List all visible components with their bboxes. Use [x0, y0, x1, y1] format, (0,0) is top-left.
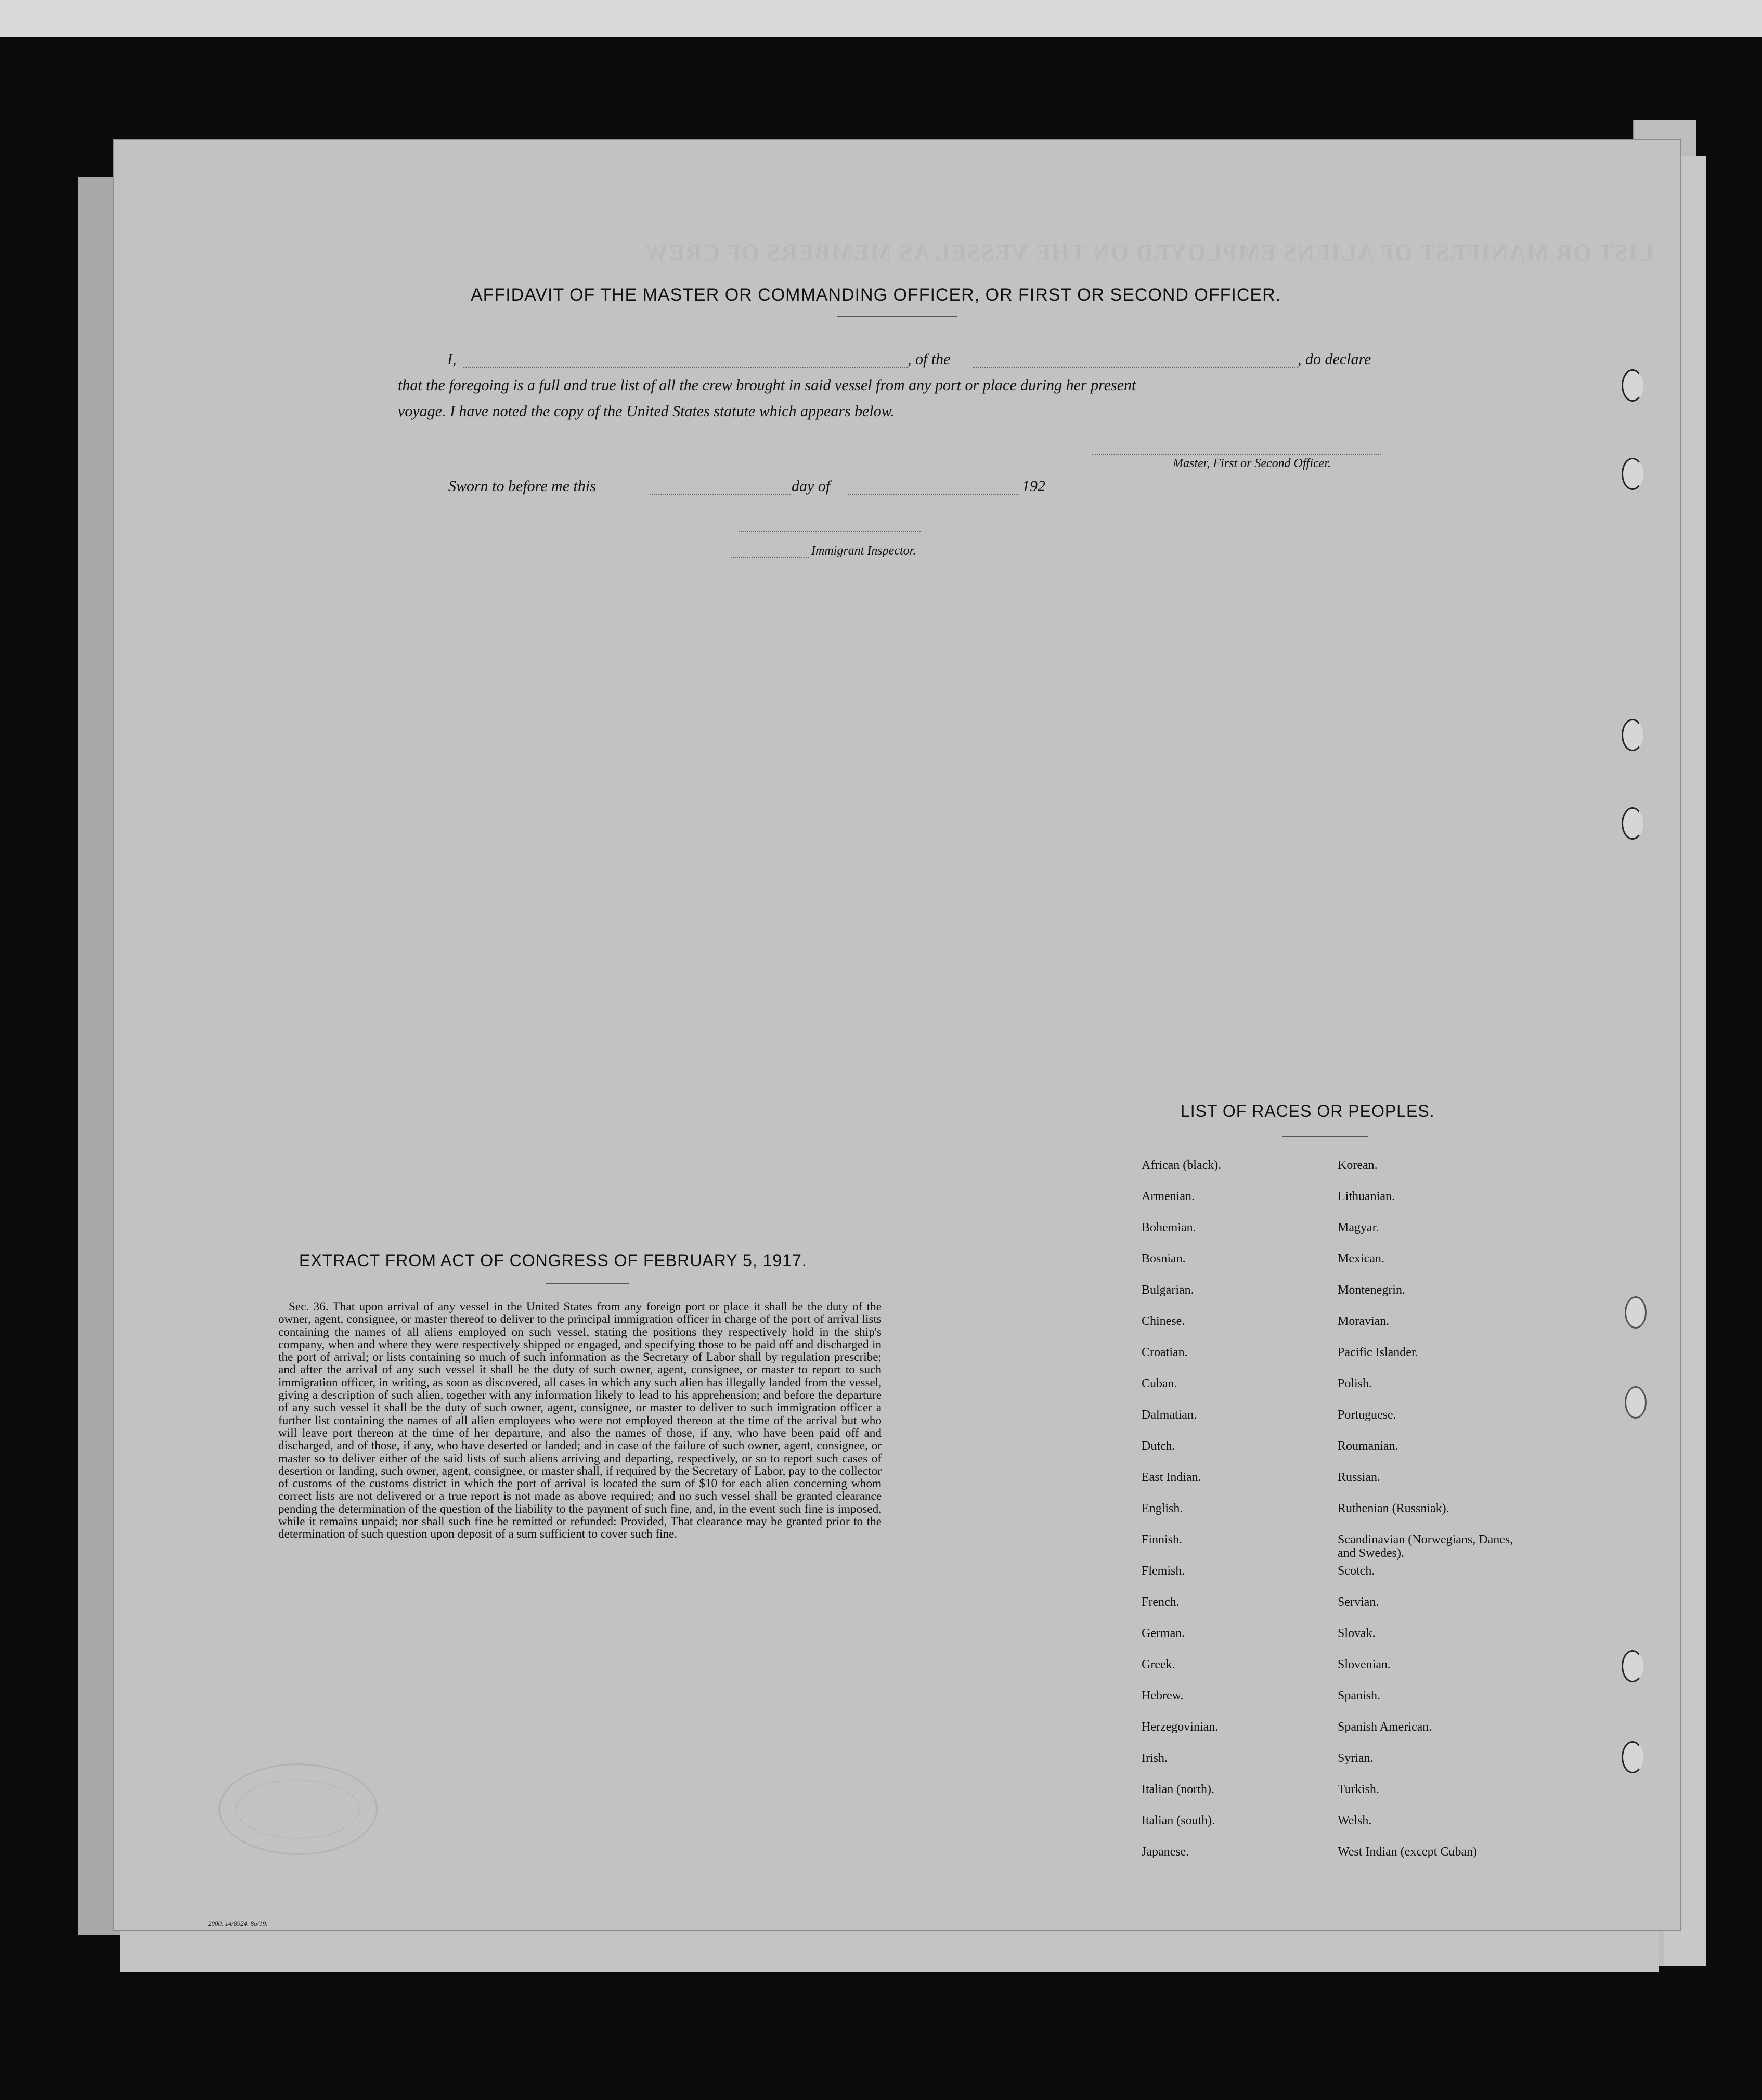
race-item: Slovak.	[1338, 1627, 1376, 1640]
race-item: Italian (south).	[1142, 1814, 1215, 1827]
race-item: English.	[1142, 1502, 1183, 1515]
races-column-right	[1338, 1158, 1520, 1876]
inspector-prefix-line	[731, 557, 809, 558]
bleed-through-header: LIST OR MANIFEST OF ALIENS EMPLOYED ON THE VESSEL AS MEMBERS OF CREW	[644, 240, 1654, 265]
day-of-label: day of	[792, 478, 831, 495]
race-item: West Indian (except Cuban)	[1338, 1845, 1477, 1859]
officer-signature-label: Master, First or Second Officer.	[1173, 457, 1331, 470]
race-item: Croatian.	[1142, 1346, 1188, 1359]
affidavit-line-1: that the foregoing is a full and true list of all the crew brought in said vessel from any port or place during her present	[398, 377, 1136, 394]
inspector-label: Immigrant Inspector.	[811, 544, 916, 558]
sworn-label: Sworn to before me this	[448, 478, 596, 495]
race-item: Chinese.	[1142, 1315, 1185, 1328]
race-item: Polish.	[1338, 1377, 1372, 1390]
race-item: Finnish.	[1142, 1533, 1183, 1547]
affidavit-title: AFFIDAVIT OF THE MASTER OR COMMANDING OFFICER, OR FIRST OR SECOND OFFICER.	[471, 285, 1281, 305]
sworn-day-line	[650, 494, 791, 495]
races-list-title: LIST OF RACES OR PEOPLES.	[1181, 1102, 1435, 1120]
title-underline	[837, 316, 957, 317]
races-title-underline	[1282, 1136, 1368, 1137]
race-item: Spanish.	[1338, 1689, 1381, 1703]
races-column-left	[1142, 1158, 1221, 1876]
extract-title-underline	[546, 1283, 629, 1284]
race-item: Russian.	[1338, 1471, 1381, 1484]
binder-hole-2	[1622, 458, 1643, 490]
race-item: Flemish.	[1142, 1564, 1185, 1578]
binder-hole-7	[1622, 1650, 1643, 1682]
faded-stamp	[218, 1763, 378, 1855]
vessel-name-line	[973, 367, 1298, 368]
race-item: Bulgarian.	[1142, 1283, 1194, 1297]
race-item: Ruthenian (Russniak).	[1338, 1502, 1449, 1515]
race-item: Lithuanian.	[1338, 1190, 1395, 1203]
race-item: Scandinavian (Norwegians, Danes, and Swedes).	[1338, 1533, 1513, 1560]
race-item: Servian.	[1338, 1595, 1379, 1609]
race-item: Slovenian.	[1338, 1658, 1391, 1671]
binder-hole-1	[1622, 369, 1643, 402]
year-label: 192	[1022, 478, 1045, 495]
race-item: Armenian.	[1142, 1190, 1195, 1203]
race-item: Moravian.	[1338, 1315, 1390, 1328]
race-item: Korean.	[1338, 1158, 1378, 1172]
race-item: Syrian.	[1338, 1751, 1374, 1765]
form-print-code: 2000. 14/8924. 8a/19.	[208, 1919, 268, 1927]
race-item: Greek.	[1142, 1658, 1175, 1671]
affidavit-line-2: voyage. I have noted the copy of the United States statute which appears below.	[398, 403, 895, 420]
master-name-line	[463, 367, 908, 368]
race-item: Montenegrin.	[1338, 1283, 1405, 1297]
race-item: Welsh.	[1338, 1814, 1372, 1827]
race-item: Dalmatian.	[1142, 1408, 1197, 1422]
binder-hole-3	[1622, 719, 1643, 751]
race-item: Hebrew.	[1142, 1689, 1184, 1703]
race-item: East Indian.	[1142, 1471, 1201, 1484]
race-item: French.	[1142, 1595, 1180, 1609]
extract-title: EXTRACT FROM ACT OF CONGRESS OF FEBRUARY 5, 1917.	[299, 1251, 807, 1270]
binder-hole-5	[1625, 1296, 1647, 1329]
race-item: Mexican.	[1338, 1252, 1384, 1266]
race-item: Portuguese.	[1338, 1408, 1396, 1422]
race-item: Pacific Islander.	[1338, 1346, 1418, 1359]
race-item: Bosnian.	[1142, 1252, 1186, 1266]
binder-hole-4	[1622, 807, 1643, 840]
statute-extract-text: Sec. 36. That upon arrival of any vessel in the United States from any foreign port or place it shall be the duty of the owner, agent, consignee, or master thereof to deliver to the principal immigration officer in charge of the port of arrival lists containing the names of all aliens employed on such vessel, stating the positions they respectively hold in the ship's company, when and where they were respectively shipped or engaged, and specifying those to be paid off and discharged in the port of arrival; or lists containing so much of such information as the Secretary of Labor shall by regulation prescribe; and after the arrival of any such vessel it shall be the duty of such owner, agent, consignee, or master to report to such immigration officer, in writing, as soon as discovered, all cases in which any such alien has illegally landed from the vessel, giving a description of such alien, together with any information likely to lead to his apprehension; and before the departure of any such vessel it shall be the duty of such owner, agent, consignee, or master to deliver to such immigration officer a further list containing the names of all alien employees who were not employed thereon at the time of the arrival but who will leave port thereon at the time of her departure, and also the names of those, if any, who have been paid off and discharged, and of those, if any, who have deserted or landed; and in case of the failure of such owner, agent, consignee, or master so to deliver either of the said lists of such aliens arriving and departing, respectively, or so to report such cases of desertion or landing, such owner, agent, consignee, or master shall, if required by the Secretary of Labor, pay to the collector of customs of the customs district in which the port of arrival is located the sum of $10 for each alien concerning whom correct lists are not delivered or a true report is not made as above required; and no such vessel shall be granted clearance pending the determination of the question of the liability to the payment of such fine, and, in the event such fine is imposed, while it remains unpaid; nor shall such fine be remitted or refunded: Provided, That clearance may be granted prior to the determination of such question upon deposit of a sum sufficient to cover such fine.	[278, 1300, 882, 1541]
race-item: Italian (north).	[1142, 1783, 1214, 1796]
race-item: Cuban.	[1142, 1377, 1177, 1390]
officer-signature-line	[1092, 454, 1381, 455]
race-item: Spanish American.	[1338, 1720, 1432, 1734]
affidavit-declare-label: , do declare	[1298, 351, 1371, 368]
race-item: Roumanian.	[1338, 1439, 1398, 1453]
race-item: Japanese.	[1142, 1845, 1189, 1859]
binder-hole-8	[1622, 1741, 1643, 1773]
sworn-month-line	[848, 494, 1019, 495]
race-item: Turkish.	[1338, 1783, 1379, 1796]
inspector-signature-line	[739, 531, 921, 532]
scanner-top-strip	[0, 0, 1762, 37]
race-item: Bohemian.	[1142, 1221, 1196, 1234]
affidavit-of-the-label: , of the	[908, 351, 951, 368]
race-item: German.	[1142, 1627, 1185, 1640]
binder-hole-6	[1625, 1386, 1647, 1419]
race-item: Dutch.	[1142, 1439, 1175, 1453]
race-item: Magyar.	[1338, 1221, 1379, 1234]
race-item: Herzegovinian.	[1142, 1720, 1219, 1734]
affidavit-i-label: I,	[447, 351, 457, 368]
race-item: African (black).	[1142, 1158, 1222, 1172]
race-item: Irish.	[1142, 1751, 1168, 1765]
race-item: Scotch.	[1338, 1564, 1375, 1578]
